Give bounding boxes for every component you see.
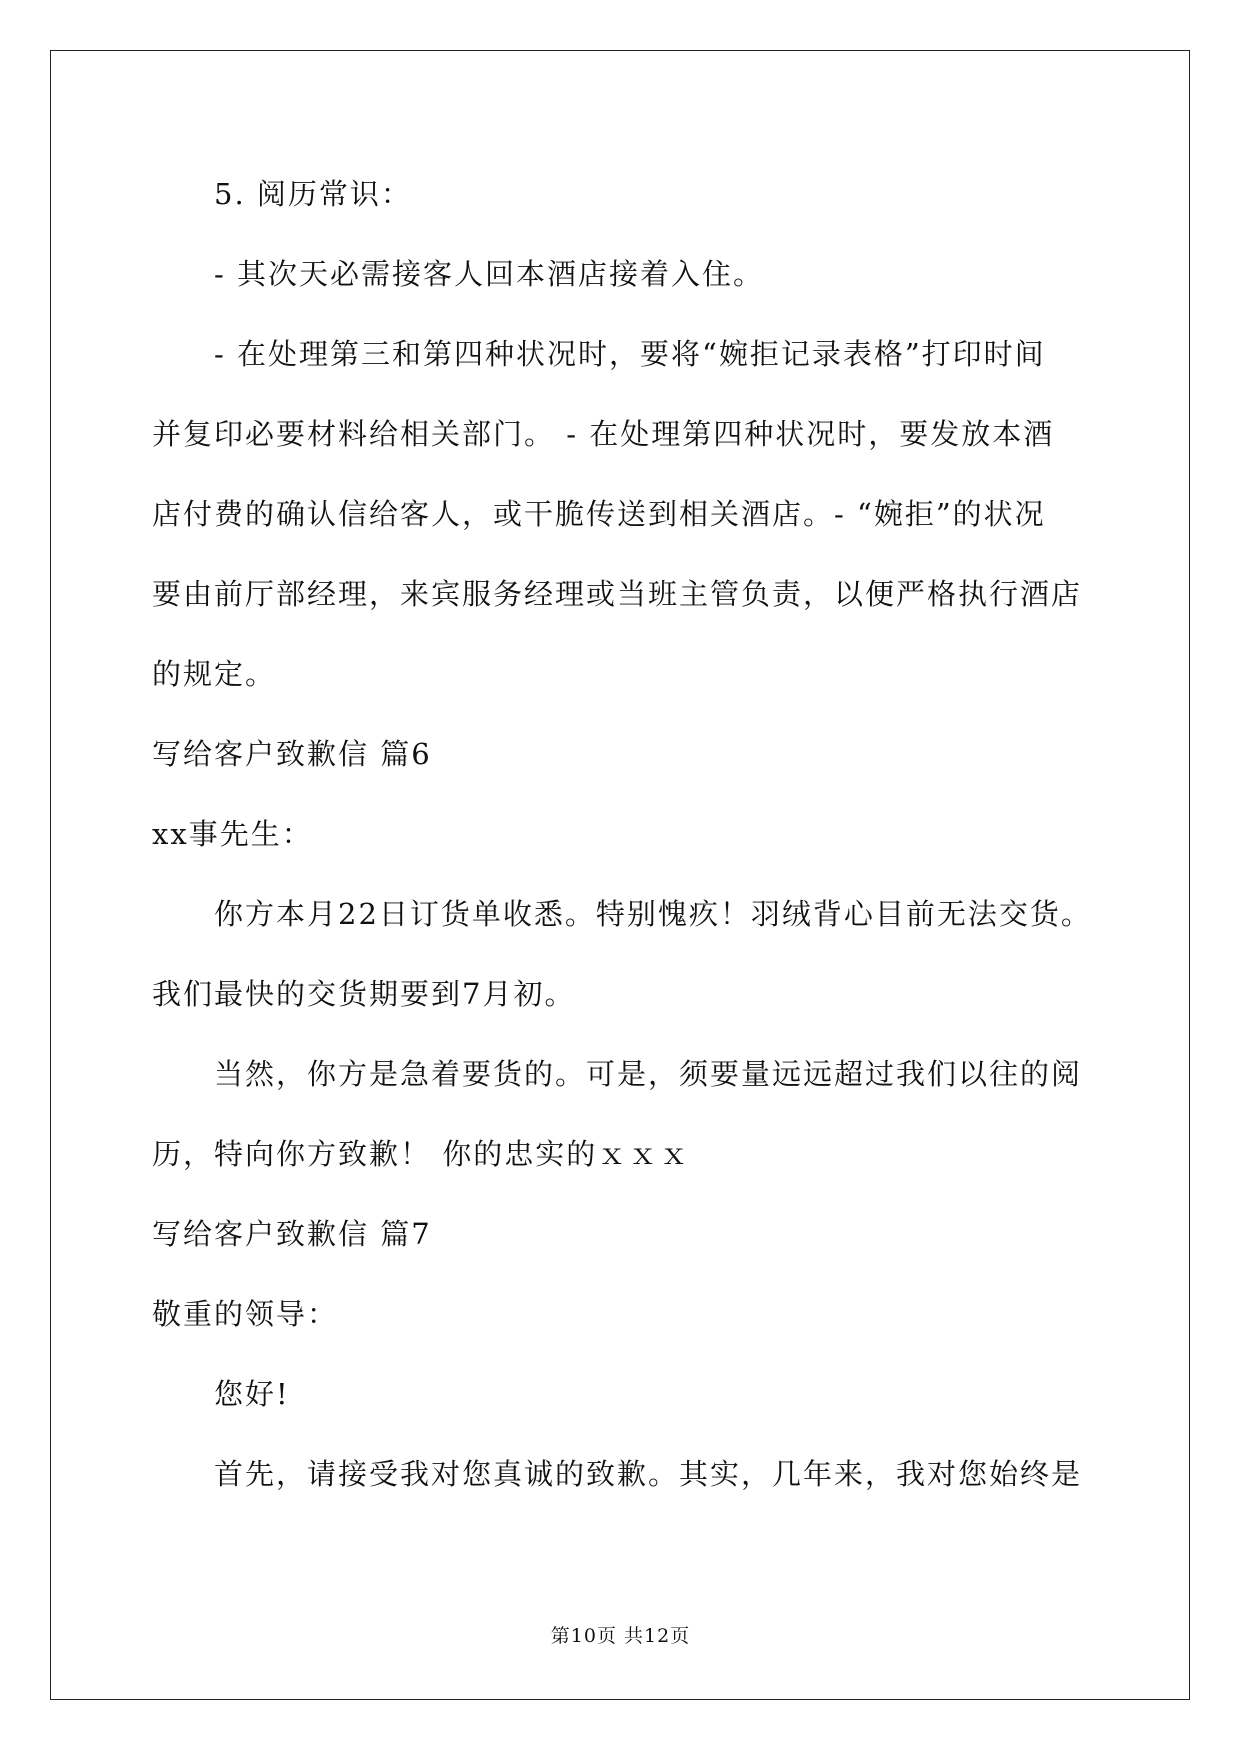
text-line: 你方本月22日订货单收悉。特别愧疚！羽绒背心目前无法交货。 (214, 897, 1092, 931)
text-line: 店付费的确认信给客人，或干脆传送到相关酒店。- “婉拒”的状况 (152, 497, 1046, 531)
text-line: 并复印必要材料给相关部门。 - 在处理第四种状况时，要发放本酒 (152, 417, 1055, 451)
greeting: 您好! (214, 1377, 290, 1411)
salutation: xx事先生： (152, 817, 313, 851)
text-line: 历，特向你方致歉！ 你的忠实的ｘｘｘ (152, 1137, 691, 1171)
page-border (50, 50, 1190, 1700)
text-line: 5. 阅历常识： (214, 177, 412, 211)
section-heading: 写给客户致歉信 篇6 (152, 737, 432, 771)
text-line: 当然，你方是急着要货的。可是，须要量远远超过我们以往的阅 (214, 1057, 1083, 1091)
salutation: 敬重的领导： (152, 1297, 339, 1331)
text-line: 要由前厅部经理，来宾服务经理或当班主管负责，以便严格执行酒店 (152, 577, 1083, 611)
section-heading: 写给客户致歉信 篇7 (152, 1217, 432, 1251)
page-footer: 第10页 共12页 (550, 1625, 691, 1647)
text-line: 我们最快的交货期要到7月初。 (152, 977, 576, 1011)
text-line: - 在处理第三和第四种状况时，要将“婉拒记录表格”打印时间 (214, 337, 1046, 371)
text-line: 首先，请接受我对您真诚的致歉。其实，几年来，我对您始终是 (214, 1457, 1083, 1491)
text-line: 的规定。 (152, 657, 277, 691)
text-line: - 其次天必需接客人回本酒店接着入住。 (214, 257, 765, 291)
